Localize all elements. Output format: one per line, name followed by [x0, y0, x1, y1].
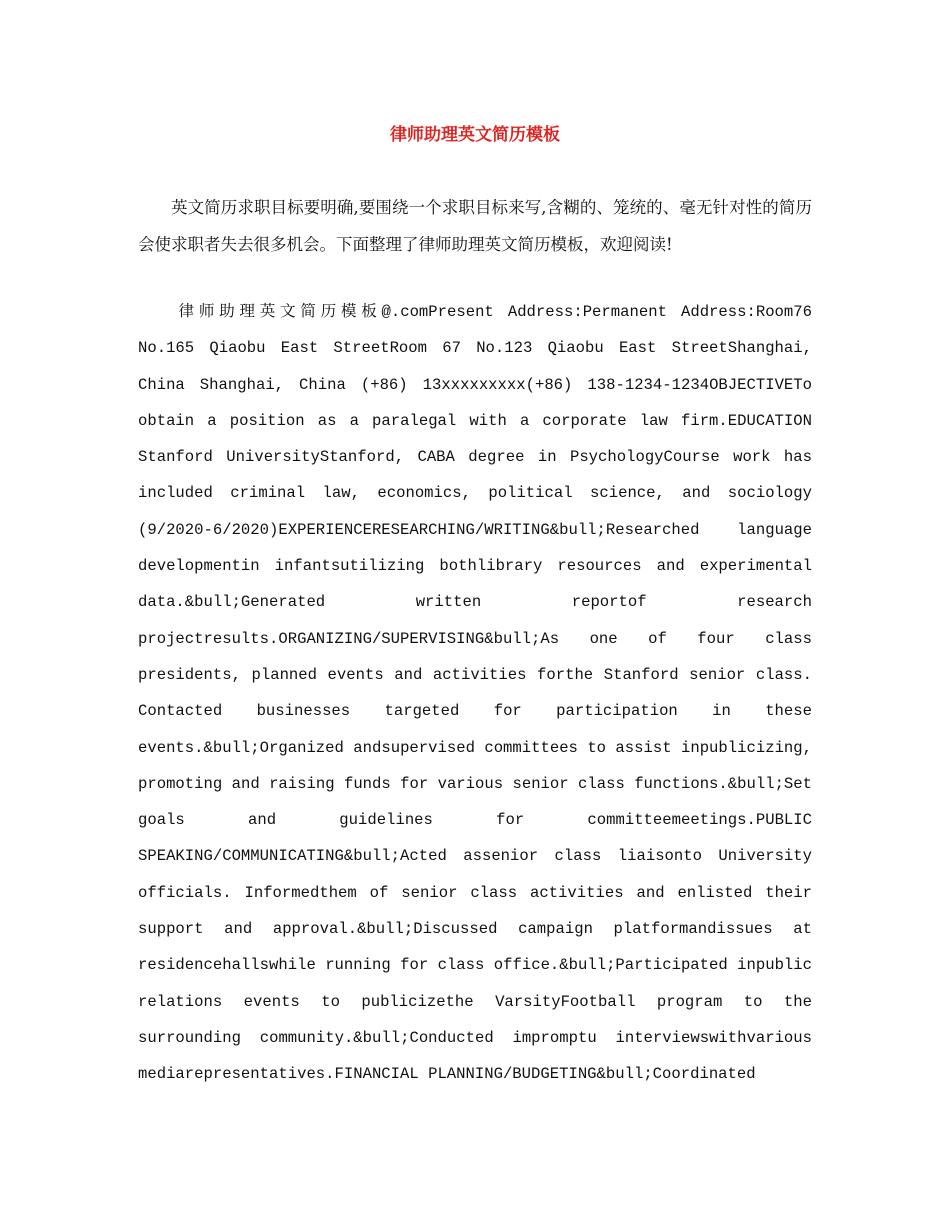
resume-body-paragraph: 律师助理英文简历模板@.comPresent Address:Permanent Address:Room76 No.165 Qiaobu East StreetRoom 67 No.123 Qiaobu East StreetShanghai, China Shanghai, China (+86) 13xxxxxxxxx(+86) 138-1234-1234OBJECTIVETo obtain a position as a paralegal with a corporate law firm.EDUCATION Stanford UniversityStanford, CABA degree in PsychologyCourse work has included criminal law, economics, political science, and sociology (9/2020-6/2020)EXPERIENCERESEARCHING/WRITING&bull;Researched language developmentin infantsutilizing bothlibrary resources and experimental data.&bull;Generated written reportof research projectresults.ORGANIZING/SUPERVISING&bull;As one of four class presidents, planned events and activities forthe Stanford senior class. Contacted businesses targeted for participation in these events.&bull;Organized andsupervised committees to assist inpublicizing, promoting and raising funds for various senior class functions.&bull;Set goals and guidelines for committeemeetings.PUBLIC SPEAKING/COMMUNICATING&bull;Acted assenior class liaisonto University officials. Informedthem of senior class activities and enlisted their support and approval.&bull;Discussed campaign platformandissues at residencehallswhile running for class office.&bull;Participated inpublic relations events to publicizethe VarsityFootball program to the surrounding community.&bull;Conducted impromptu interviewswithvarious mediarepresentatives.FINANCIAL PLANNING/BUDGETING&bull;Coordinated — [138, 303, 812, 1084]
intro-paragraph: 英文简历求职目标要明确,要围绕一个求职目标来写,含糊的、笼统的、毫无针对性的简历会使求职者失去很多机会。下面整理了律师助理英文简历模板，欢迎阅读! — [138, 198, 812, 254]
document-title: 律师助理英文简历模板 — [390, 125, 560, 145]
